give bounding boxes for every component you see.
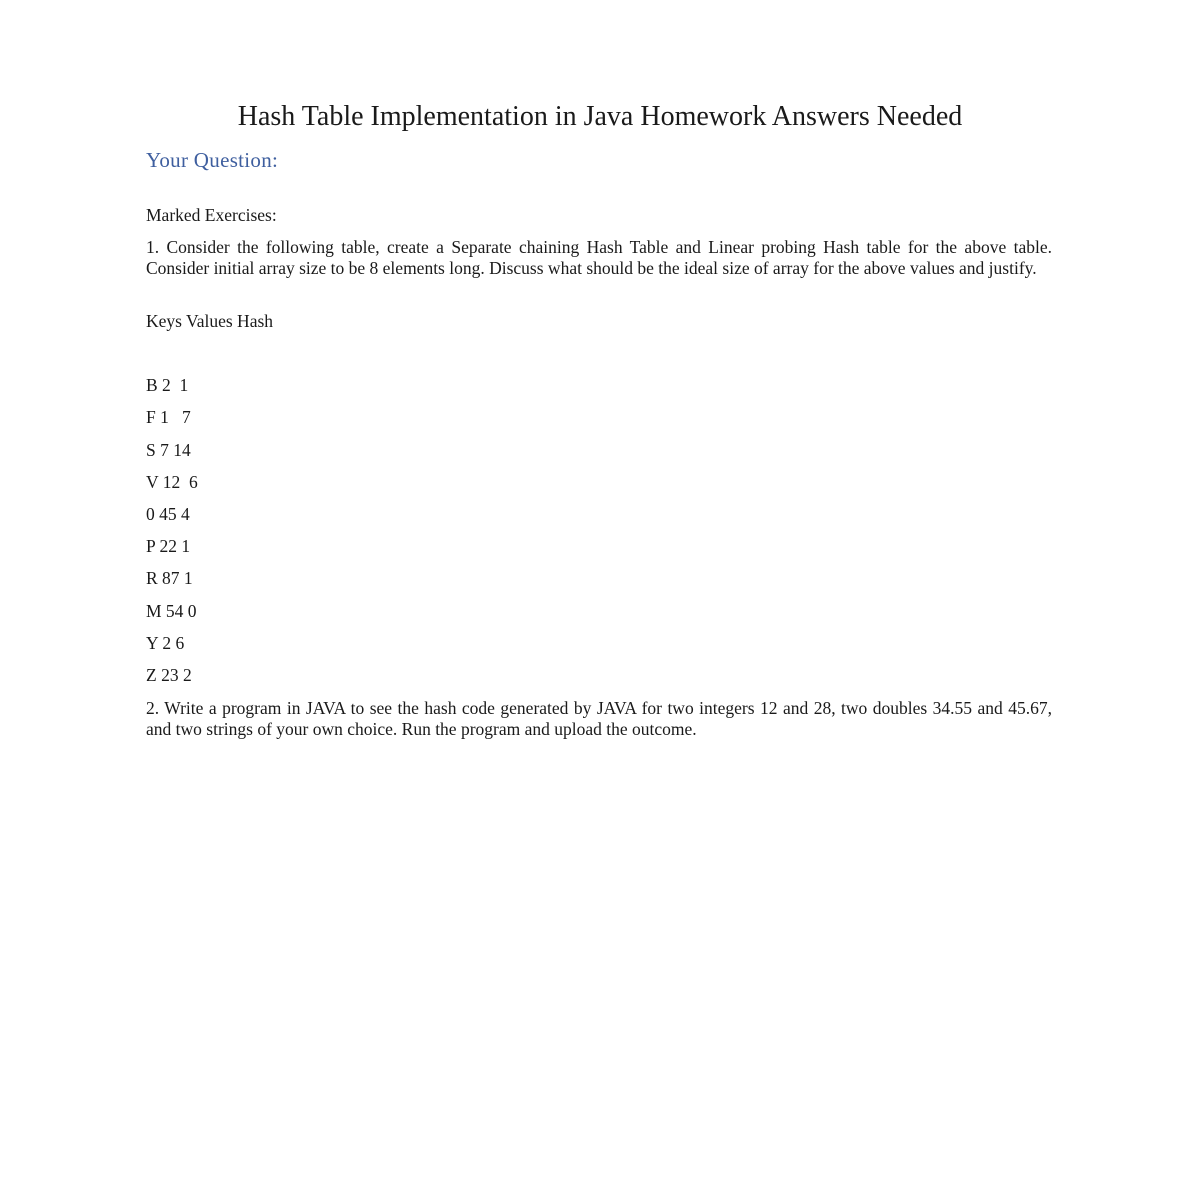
exercise-2-text: 2. Write a program in JAVA to see the hash code generated by JAVA for two integers 12 and 28, two doubles 34.55 and 45.67, and two strings of your own choice. Run the program and upload the outcome. [146, 698, 1052, 739]
table-row: R 87 1 [146, 568, 193, 588]
table-row: Z 23 2 [146, 665, 192, 685]
table-row: 0 45 4 [146, 504, 190, 524]
table-header: Keys Values Hash [146, 311, 274, 331]
table-row: S 7 14 [146, 440, 191, 460]
document-title: Hash Table Implementation in Java Homework Answers Needed [237, 101, 963, 132]
exercise-1-text: 1. Consider the following table, create a Separate chaining Hash Table and Linear probing Hash table for the above table. Consider initial array size to be 8 elements long. Discuss what should be the ideal size of array for the above values and justify. [146, 237, 1052, 278]
marked-exercises-label: Marked Exercises: [146, 205, 277, 225]
table-row: V 12 6 [146, 472, 198, 492]
table-row: B 2 1 [146, 375, 189, 395]
table-row: M 54 0 [146, 601, 197, 621]
table-row: P 22 1 [146, 536, 191, 556]
your-question-heading: Your Question: [146, 148, 279, 172]
table-row: F 1 7 [146, 407, 191, 427]
table-row: Y 2 6 [146, 633, 185, 653]
